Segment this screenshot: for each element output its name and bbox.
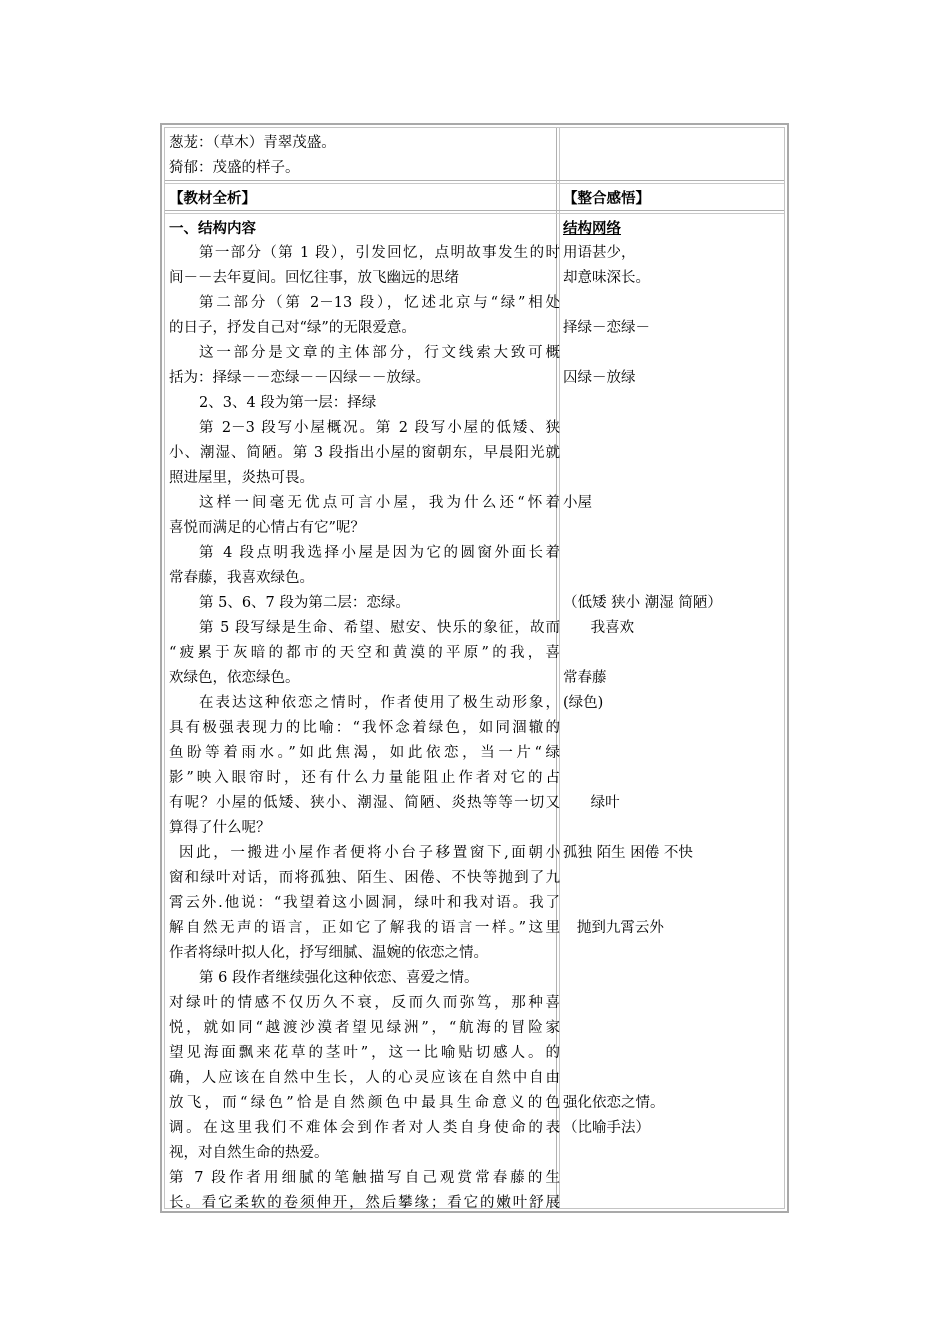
analysis-line: 算得了什么呢？: [169, 820, 271, 836]
insight-body: [563, 216, 789, 1141]
analysis-line: 第二部分（第 2－13 段），忆述北京与“绿”相处: [199, 295, 560, 311]
analysis-line: 望见海面飘来花草的茎叶”，这一比喻贴切感人。的: [169, 1045, 560, 1061]
analysis-line: 有呢？小屋的低矮、狭小、潮湿、简陋、炎热等等一切又: [169, 795, 560, 811]
insight-line: [563, 1016, 789, 1041]
analysis-line: 对绿叶的情感不仅历久不衰，反而久而弥笃，那种喜: [169, 995, 560, 1011]
analysis-line: 括为：择绿－－恋绿－－囚绿－－放绿。: [169, 370, 430, 386]
insight-line: [563, 716, 789, 741]
analysis-line: 具有极强表现力的比喻：“我怀念着绿色，如同涸辙的: [169, 720, 560, 736]
insight-line: [563, 941, 789, 966]
insight-line: [563, 441, 789, 466]
insight-line: [563, 541, 789, 566]
insight-line: (绿色): [563, 695, 604, 711]
header-textbook-analysis: 【教材全析】: [169, 190, 256, 207]
analysis-line: 作者将绿叶拟人化，抒写细腻、温婉的依恋之情。: [169, 945, 488, 961]
analysis-line: 解自然无声的语言，正如它了解我的语言一样。”这里: [169, 920, 560, 936]
analysis-line: 悦，就如同“越渡沙漠者望见绿洲”，“航海的冒险家: [169, 1020, 560, 1036]
analysis-body: [169, 216, 560, 1216]
analysis-line: 因此，一搬进小屋作者便将小台子移置窗下,面朝小: [179, 845, 560, 861]
analysis-line: 第 4 段点明我选择小屋是因为它的圆窗外面长着: [199, 545, 560, 561]
analysis-line: 喜悦而满足的心情占有它”呢？: [169, 520, 365, 536]
analysis-line: 第 5、6、7 段为第二层：恋绿。: [199, 595, 410, 611]
insight-line: 用语甚少，: [563, 245, 636, 261]
analysis-line: 霄云外.他说：“我望着这小圆洞，绿叶和我对语。我了: [169, 895, 560, 911]
lesson-table: [160, 123, 789, 1213]
analysis-line: 鱼盼等着雨水。”如此焦渴，如此依恋，当一片“绿: [169, 745, 560, 761]
analysis-line: 照进屋里，炎热可畏。: [169, 470, 314, 486]
insight-line: 常春藤: [563, 670, 607, 686]
analysis-line: 影”映入眼帘时，还有什么力量能阻止作者对它的占: [169, 770, 560, 786]
analysis-line: 这一部分是文章的主体部分，行文线索大致可概: [199, 345, 560, 361]
analysis-line: 欢绿色，依恋绿色。: [169, 670, 300, 686]
insight-line: [563, 891, 789, 916]
insight-line: [563, 966, 789, 991]
analysis-line: 一、结构内容: [169, 220, 256, 237]
analysis-line: 第 5 段写绿是生命、希望、慰安、快乐的象征，故而: [199, 620, 560, 636]
insight-line: [563, 466, 789, 491]
insight-line: [563, 391, 789, 416]
insight-line: 囚绿－放绿: [563, 370, 636, 386]
vocab-cell: [169, 131, 560, 181]
insight-line: [563, 566, 789, 591]
analysis-line: 长。看它柔软的卷须伸开，然后攀缘；看它的嫩叶舒展: [169, 1195, 560, 1211]
insight-line: 抛到九霄云外: [563, 920, 664, 936]
analysis-line: 间－－去年夏间。回忆往事，放飞幽远的思绪: [169, 270, 459, 286]
analysis-line: 的日子，抒发自己对“绿”的无限爱意。: [169, 320, 416, 336]
insight-line: 择绿－恋绿－: [563, 320, 650, 336]
insight-line: [563, 766, 789, 791]
row-divider-vocab-inner: [165, 183, 784, 184]
row-divider-header-inner: [165, 213, 784, 214]
vocab-line: 葱茏：（草木）青翠茂盛。: [169, 135, 336, 151]
insight-line: [563, 816, 789, 841]
insight-line: [563, 416, 789, 441]
analysis-line: 放飞，而“绿色”恰是自然颜色中最具生命意义的色: [169, 1095, 560, 1111]
analysis-line: 窗和绿叶对话，而将孤独、陌生、困倦、不快等抛到了九: [169, 870, 560, 886]
insight-line: [563, 991, 789, 1016]
vocab-line: 猗郁：茂盛的样子。: [169, 160, 300, 176]
insight-line: （比喻手法）: [563, 1120, 650, 1136]
analysis-line: 确，人应该在自然中生长，人的心灵应该在自然中自由: [169, 1070, 560, 1086]
insight-line: [563, 866, 789, 891]
insight-line: [563, 516, 789, 541]
analysis-line: 常春藤，我喜欢绿色。: [169, 570, 314, 586]
analysis-line: 第 7 段作者用细腻的笔触描写自己观赏常春藤的生: [169, 1170, 560, 1186]
analysis-line: 2、3、4 段为第一层：择绿: [199, 395, 377, 411]
table-inner-border: [164, 127, 785, 1209]
analysis-line: “疲累于灰暗的都市的天空和黄漠的平原”的我，喜: [169, 645, 560, 661]
insight-line: 结构网络: [563, 220, 621, 237]
analysis-line: 这样一间毫无优点可言小屋，我为什么还“怀着: [199, 495, 560, 511]
insight-line: [563, 1041, 789, 1066]
insight-line: [563, 341, 789, 366]
analysis-line: 在表达这种依恋之情时，作者使用了极生动形象，: [199, 695, 560, 711]
insight-line: 孤独 陌生 困倦 不快: [563, 845, 693, 861]
analysis-line: 视，对自然生命的热爱。: [169, 1145, 329, 1161]
analysis-line: 第 2－3 段写小屋概况。第 2 段写小屋的低矮、狭: [199, 420, 560, 436]
insight-line: 小屋: [563, 495, 592, 511]
insight-line: 我喜欢: [563, 620, 635, 636]
insight-line: 强化依恋之情。: [563, 1095, 665, 1111]
header-integrated-insight: 【整合感悟】: [563, 190, 650, 207]
insight-line: 却意味深长。: [563, 270, 650, 286]
analysis-line: 小、潮湿、简陋。第 3 段指出小屋的窗朝东，早晨阳光就: [169, 445, 560, 461]
analysis-line: 第 6 段作者继续强化这种依恋、喜爱之情。: [199, 970, 479, 986]
analysis-line: 调。在这里我们不难体会到作者对人类自身使命的表: [169, 1120, 560, 1136]
insight-line: [563, 741, 789, 766]
analysis-line: 第一部分（第 1 段），引发回忆，点明故事发生的时: [199, 245, 560, 261]
insight-line: [563, 641, 789, 666]
insight-line: [563, 1066, 789, 1091]
insight-line: [563, 291, 789, 316]
insight-line: （低矮 狭小 潮湿 简陋）: [563, 595, 722, 611]
insight-line: 绿叶: [563, 795, 620, 811]
